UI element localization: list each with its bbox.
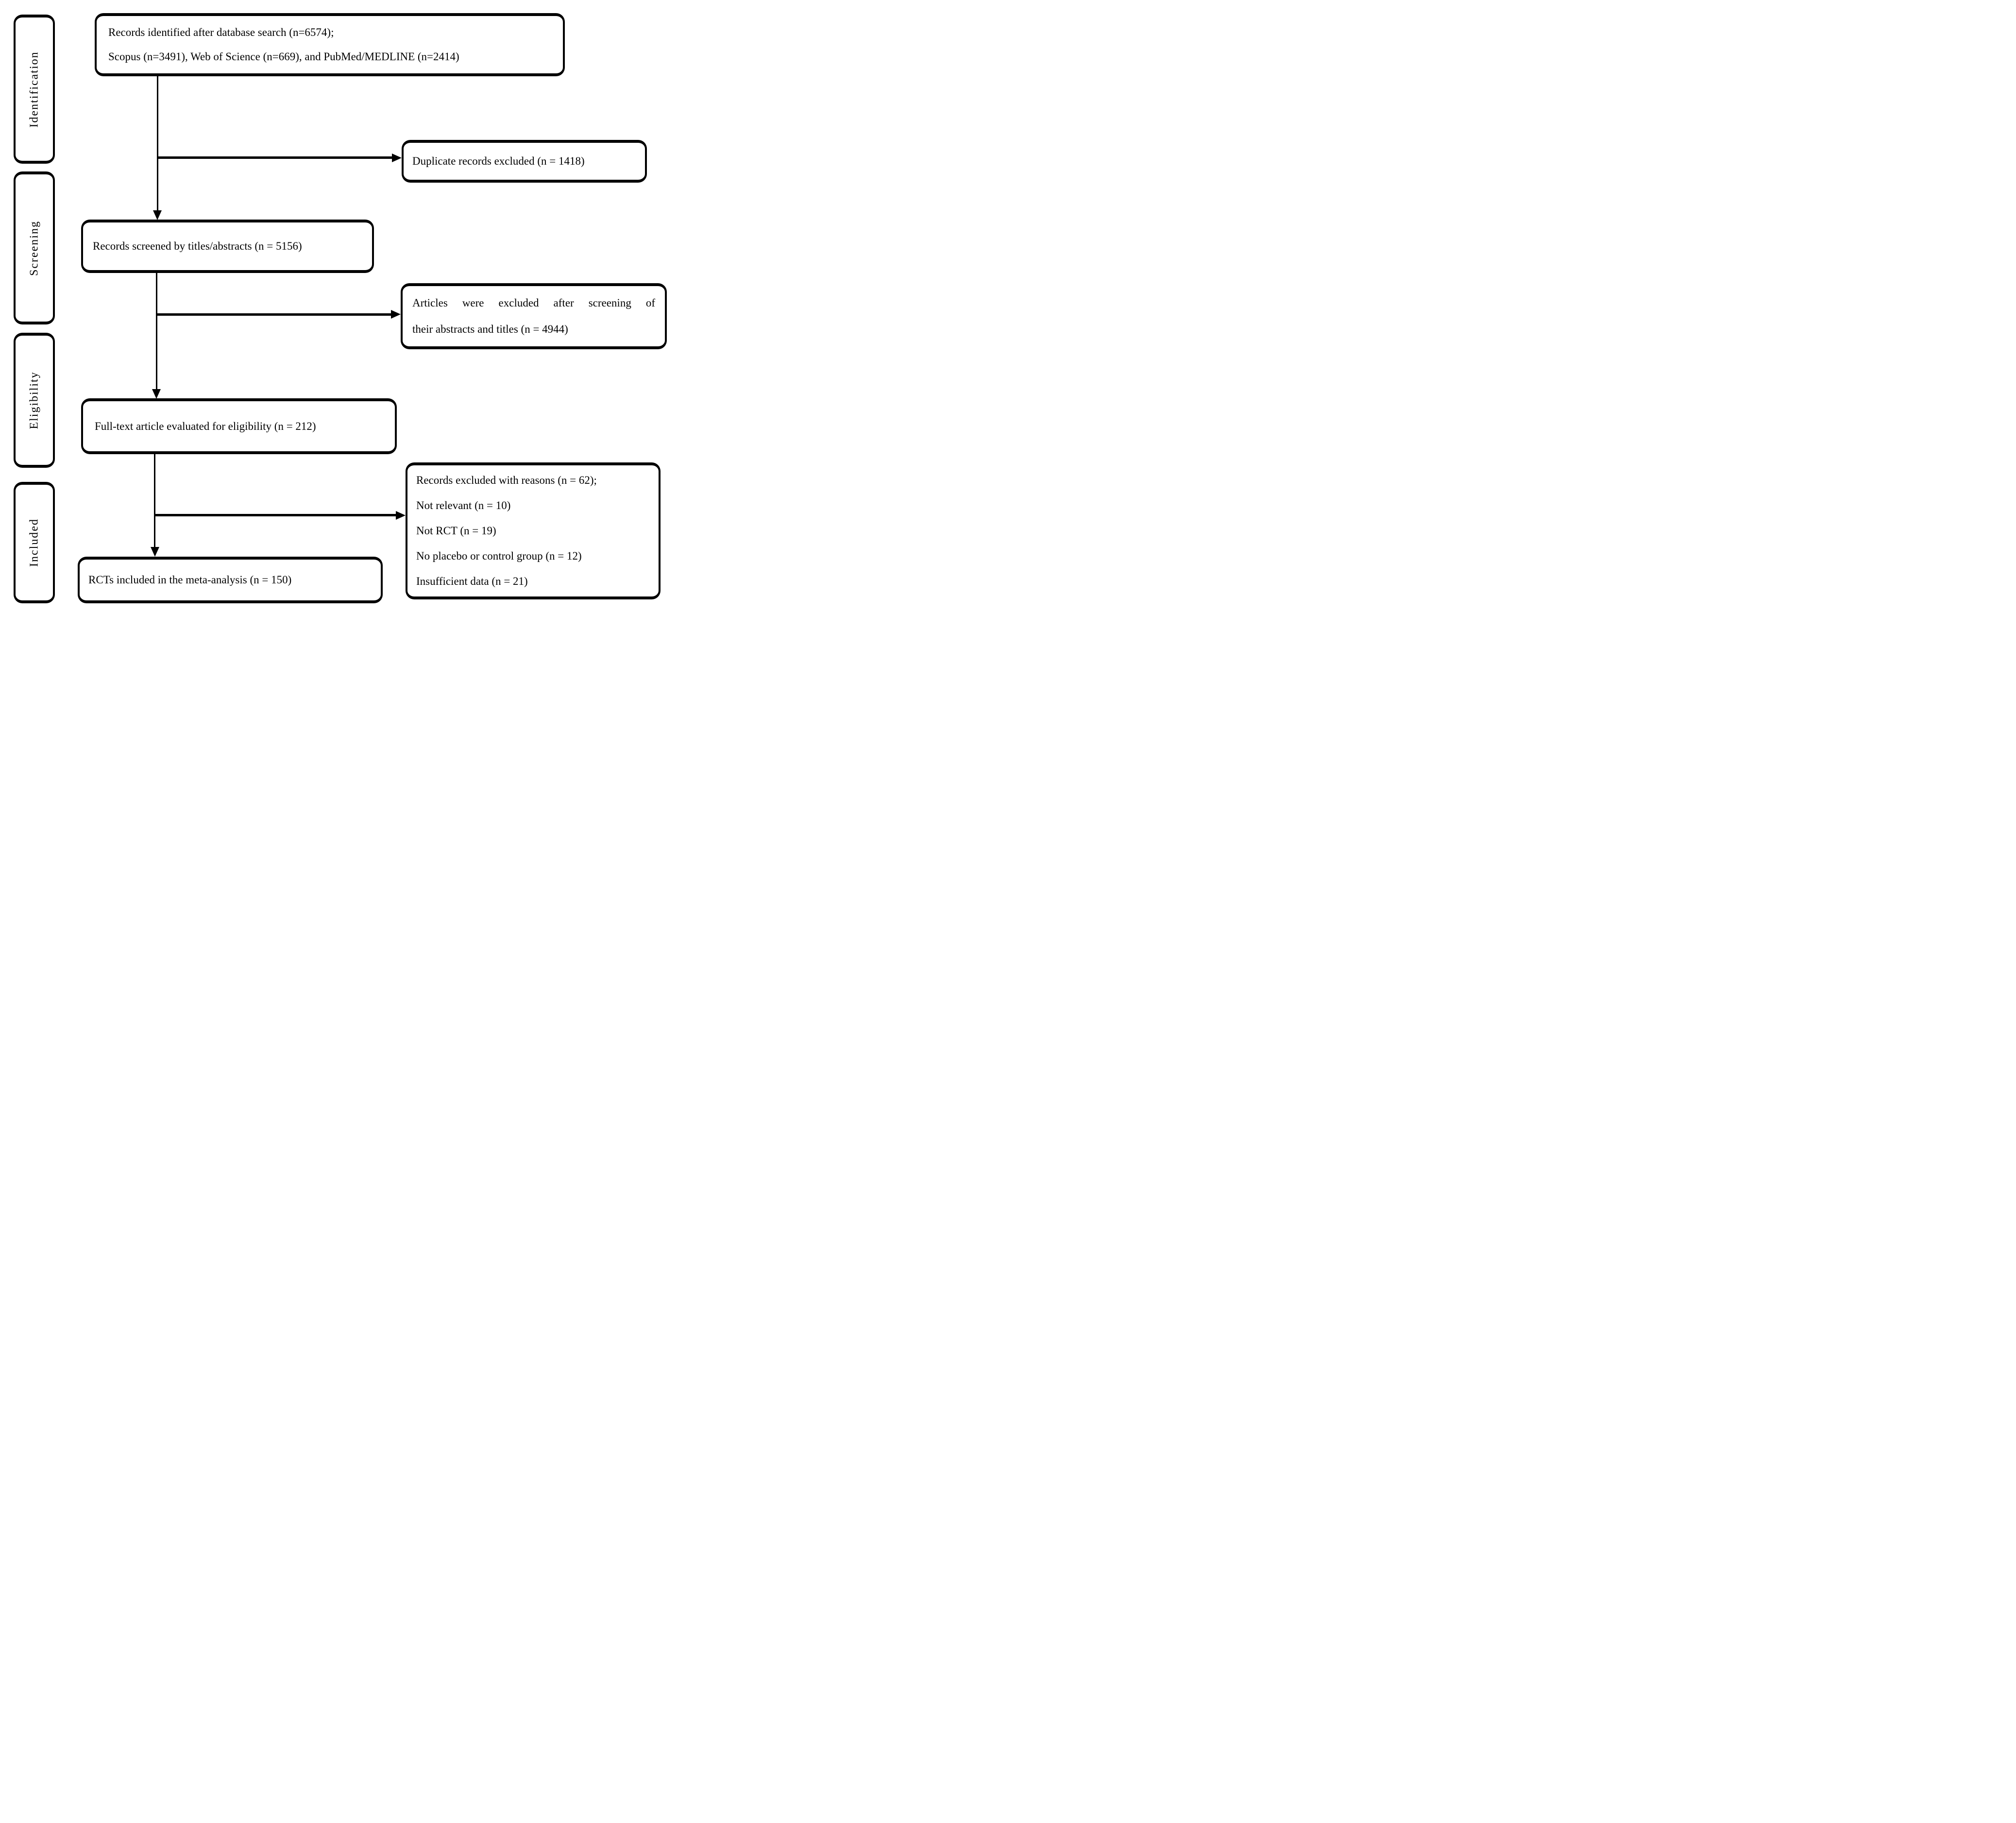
connector-screened-to-fulltext bbox=[156, 273, 157, 390]
arrowhead-down-icon bbox=[153, 210, 162, 220]
box-excluded-with-reasons bbox=[406, 462, 661, 599]
box-screening-excluded bbox=[401, 283, 667, 349]
stage-label-identification: Identification bbox=[28, 51, 40, 128]
excluded-reasons-line1: Records excluded with reasons (n = 62); bbox=[416, 474, 597, 486]
records-screened-text: Records screened by titles/abstracts (n = 5156) bbox=[93, 240, 302, 252]
screening-excluded-line1: Articles were excluded after screening of bbox=[412, 297, 655, 309]
stage-box-eligibility bbox=[14, 333, 55, 468]
arrowhead-right-icon bbox=[392, 153, 402, 162]
records-identified-line1: Records identified after database search (n=6574); bbox=[108, 26, 334, 38]
box-rcts-included bbox=[78, 557, 383, 603]
fulltext-evaluated-text: Full-text article evaluated for eligibility (n = 212) bbox=[95, 420, 316, 432]
stage-box-included bbox=[14, 482, 55, 603]
excluded-reasons-line5: Insufficient data (n = 21) bbox=[416, 575, 528, 587]
stage-label-eligibility: Eligibility bbox=[28, 371, 40, 429]
arrowhead-down-icon bbox=[151, 547, 159, 557]
rcts-included-text: RCTs included in the meta-analysis (n = 150) bbox=[88, 574, 292, 586]
arrowhead-right-icon bbox=[396, 511, 406, 520]
connector-to-excluded-reasons bbox=[154, 514, 396, 516]
excluded-reasons-line4: No placebo or control group (n = 12) bbox=[416, 550, 582, 562]
box-fulltext-evaluated bbox=[81, 398, 397, 454]
box-records-screened bbox=[81, 220, 374, 273]
duplicates-excluded-text: Duplicate records excluded (n = 1418) bbox=[412, 155, 585, 167]
connector-to-duplicates-excluded bbox=[157, 156, 392, 159]
screening-excluded-line2: their abstracts and titles (n = 4944) bbox=[412, 323, 568, 335]
box-duplicates-excluded bbox=[402, 140, 647, 183]
box-records-identified bbox=[95, 13, 565, 76]
excluded-reasons-line2: Not relevant (n = 10) bbox=[416, 499, 511, 511]
stage-label-screening: Screening bbox=[28, 220, 40, 276]
connector-to-screening-excluded bbox=[156, 313, 391, 316]
stage-label-included: Included bbox=[28, 518, 40, 567]
stage-box-screening bbox=[14, 171, 55, 324]
records-identified-line2: Scopus (n=3491), Web of Science (n=669), and PubMed/MEDLINE (n=2414) bbox=[108, 51, 459, 63]
stage-box-identification bbox=[14, 15, 55, 164]
connector-fulltext-to-included bbox=[154, 454, 155, 547]
arrowhead-down-icon bbox=[152, 389, 161, 399]
excluded-reasons-line3: Not RCT (n = 19) bbox=[416, 525, 496, 537]
prisma-flow-diagram bbox=[0, 0, 672, 608]
connector-identified-to-screened bbox=[157, 76, 158, 211]
arrowhead-right-icon bbox=[391, 310, 401, 319]
